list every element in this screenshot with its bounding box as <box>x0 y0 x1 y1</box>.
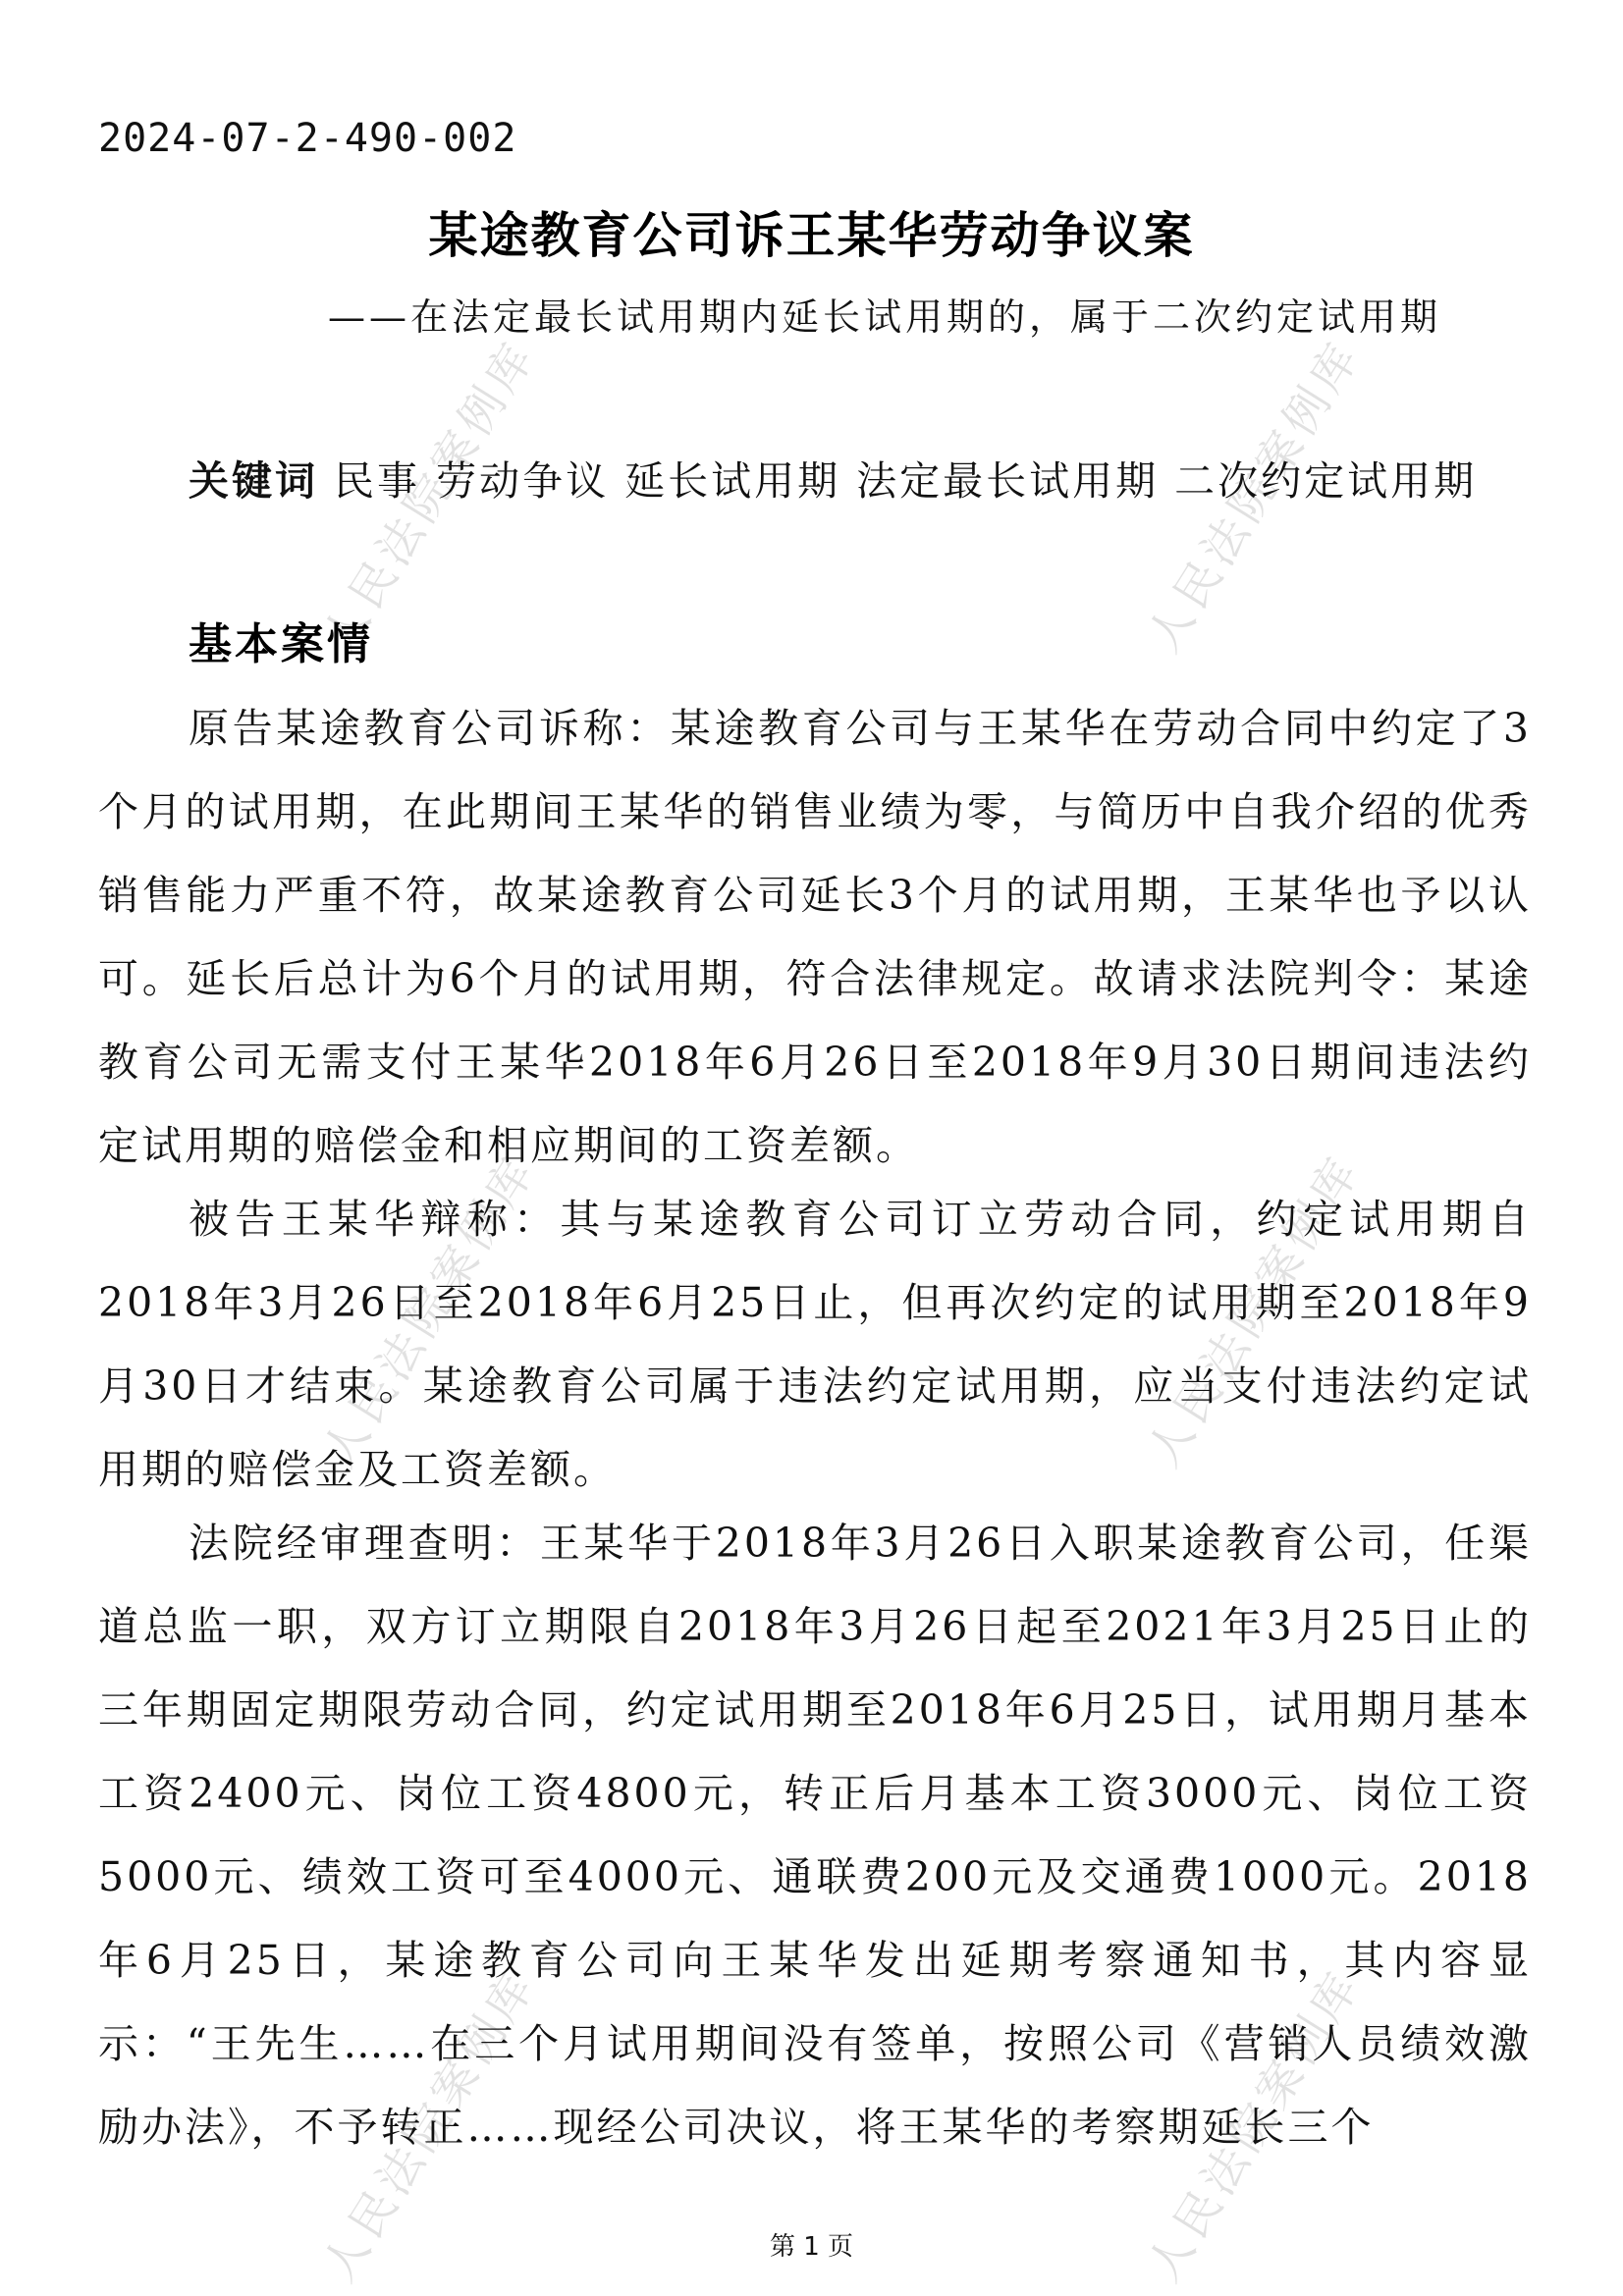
paragraph-plaintiff-claim: 原告某途教育公司诉称：某途教育公司与王某华在劳动合同中约定了3个月的试用期，在此期间王某华的销售业绩为零，与简历中自我介绍的优秀销售能力严重不符，故某途教育公司延长3个月的试用期，王某华也予以认可。延长后总计为6个月的试用期，符合法律规定。故请求法院判令：某途教育公司无需支付王某华2018年6月26日至2018年9月30日期间违法约定试用期的赔偿金和相应期间的工资差额。 <box>98 705 1532 1169</box>
paragraph-defendant-reply: 被告王某华辩称：其与某途教育公司订立劳动合同，约定试用期自2018年3月26日至2018年6月25日止，但再次约定的试用期至2018年9月30日才结束。某途教育公司属于违法约定试用期，应当支付违法约定试用期的赔偿金及工资差额。 <box>98 1196 1532 1493</box>
watermark: 人民法院案例库 <box>1136 1145 1372 1476</box>
keywords-line <box>98 440 1532 523</box>
watermark: 人民法院案例库 <box>311 1145 547 1476</box>
watermark: 人民法院案例库 <box>311 330 547 662</box>
watermark: 人民法院案例库 <box>311 1959 547 2291</box>
section-heading: 基本案情 <box>189 619 373 669</box>
watermark: 人民法院案例库 <box>1136 330 1372 662</box>
case-id: 2024-07-2-490-002 <box>98 116 517 161</box>
watermark: 人民法院案例库 <box>1136 1959 1372 2291</box>
paragraph-court-findings: 法院经审理查明：王某华于2018年3月26日入职某途教育公司，任渠道总监一职，双方订立期限自2018年3月26日起至2021年3月25日止的三年期固定期限劳动合同，约定试用期至2018年6月25日，试用期月基本工资2400元、岗位工资4800元，转正后月基本工资3000元、岗位工资5000元、绩效工资可至4000元、通联费200元及交通费1000元。2018年6月25日，某途教育公司向王某华发出延期考察通知书，其内容显示：“王先生……在三个月试用期间没有签单，按照公司《营销人员绩效激励办法》，不予转正……现经公司决议，将王某华的考察期延长三个 <box>98 1520 1532 2151</box>
page-number: 第 1 页 <box>769 2232 854 2262</box>
keywords-label: 关键词 <box>189 457 318 505</box>
keywords-text: 民事 劳动争议 延长试用期 法定最长试用期 二次约定试用期 <box>318 457 1478 505</box>
document-subtitle: ——在法定最长试用期内延长试用期的，属于二次约定试用期 <box>327 295 1441 339</box>
document-title: 某途教育公司诉王某华劳动争议案 <box>428 206 1195 264</box>
